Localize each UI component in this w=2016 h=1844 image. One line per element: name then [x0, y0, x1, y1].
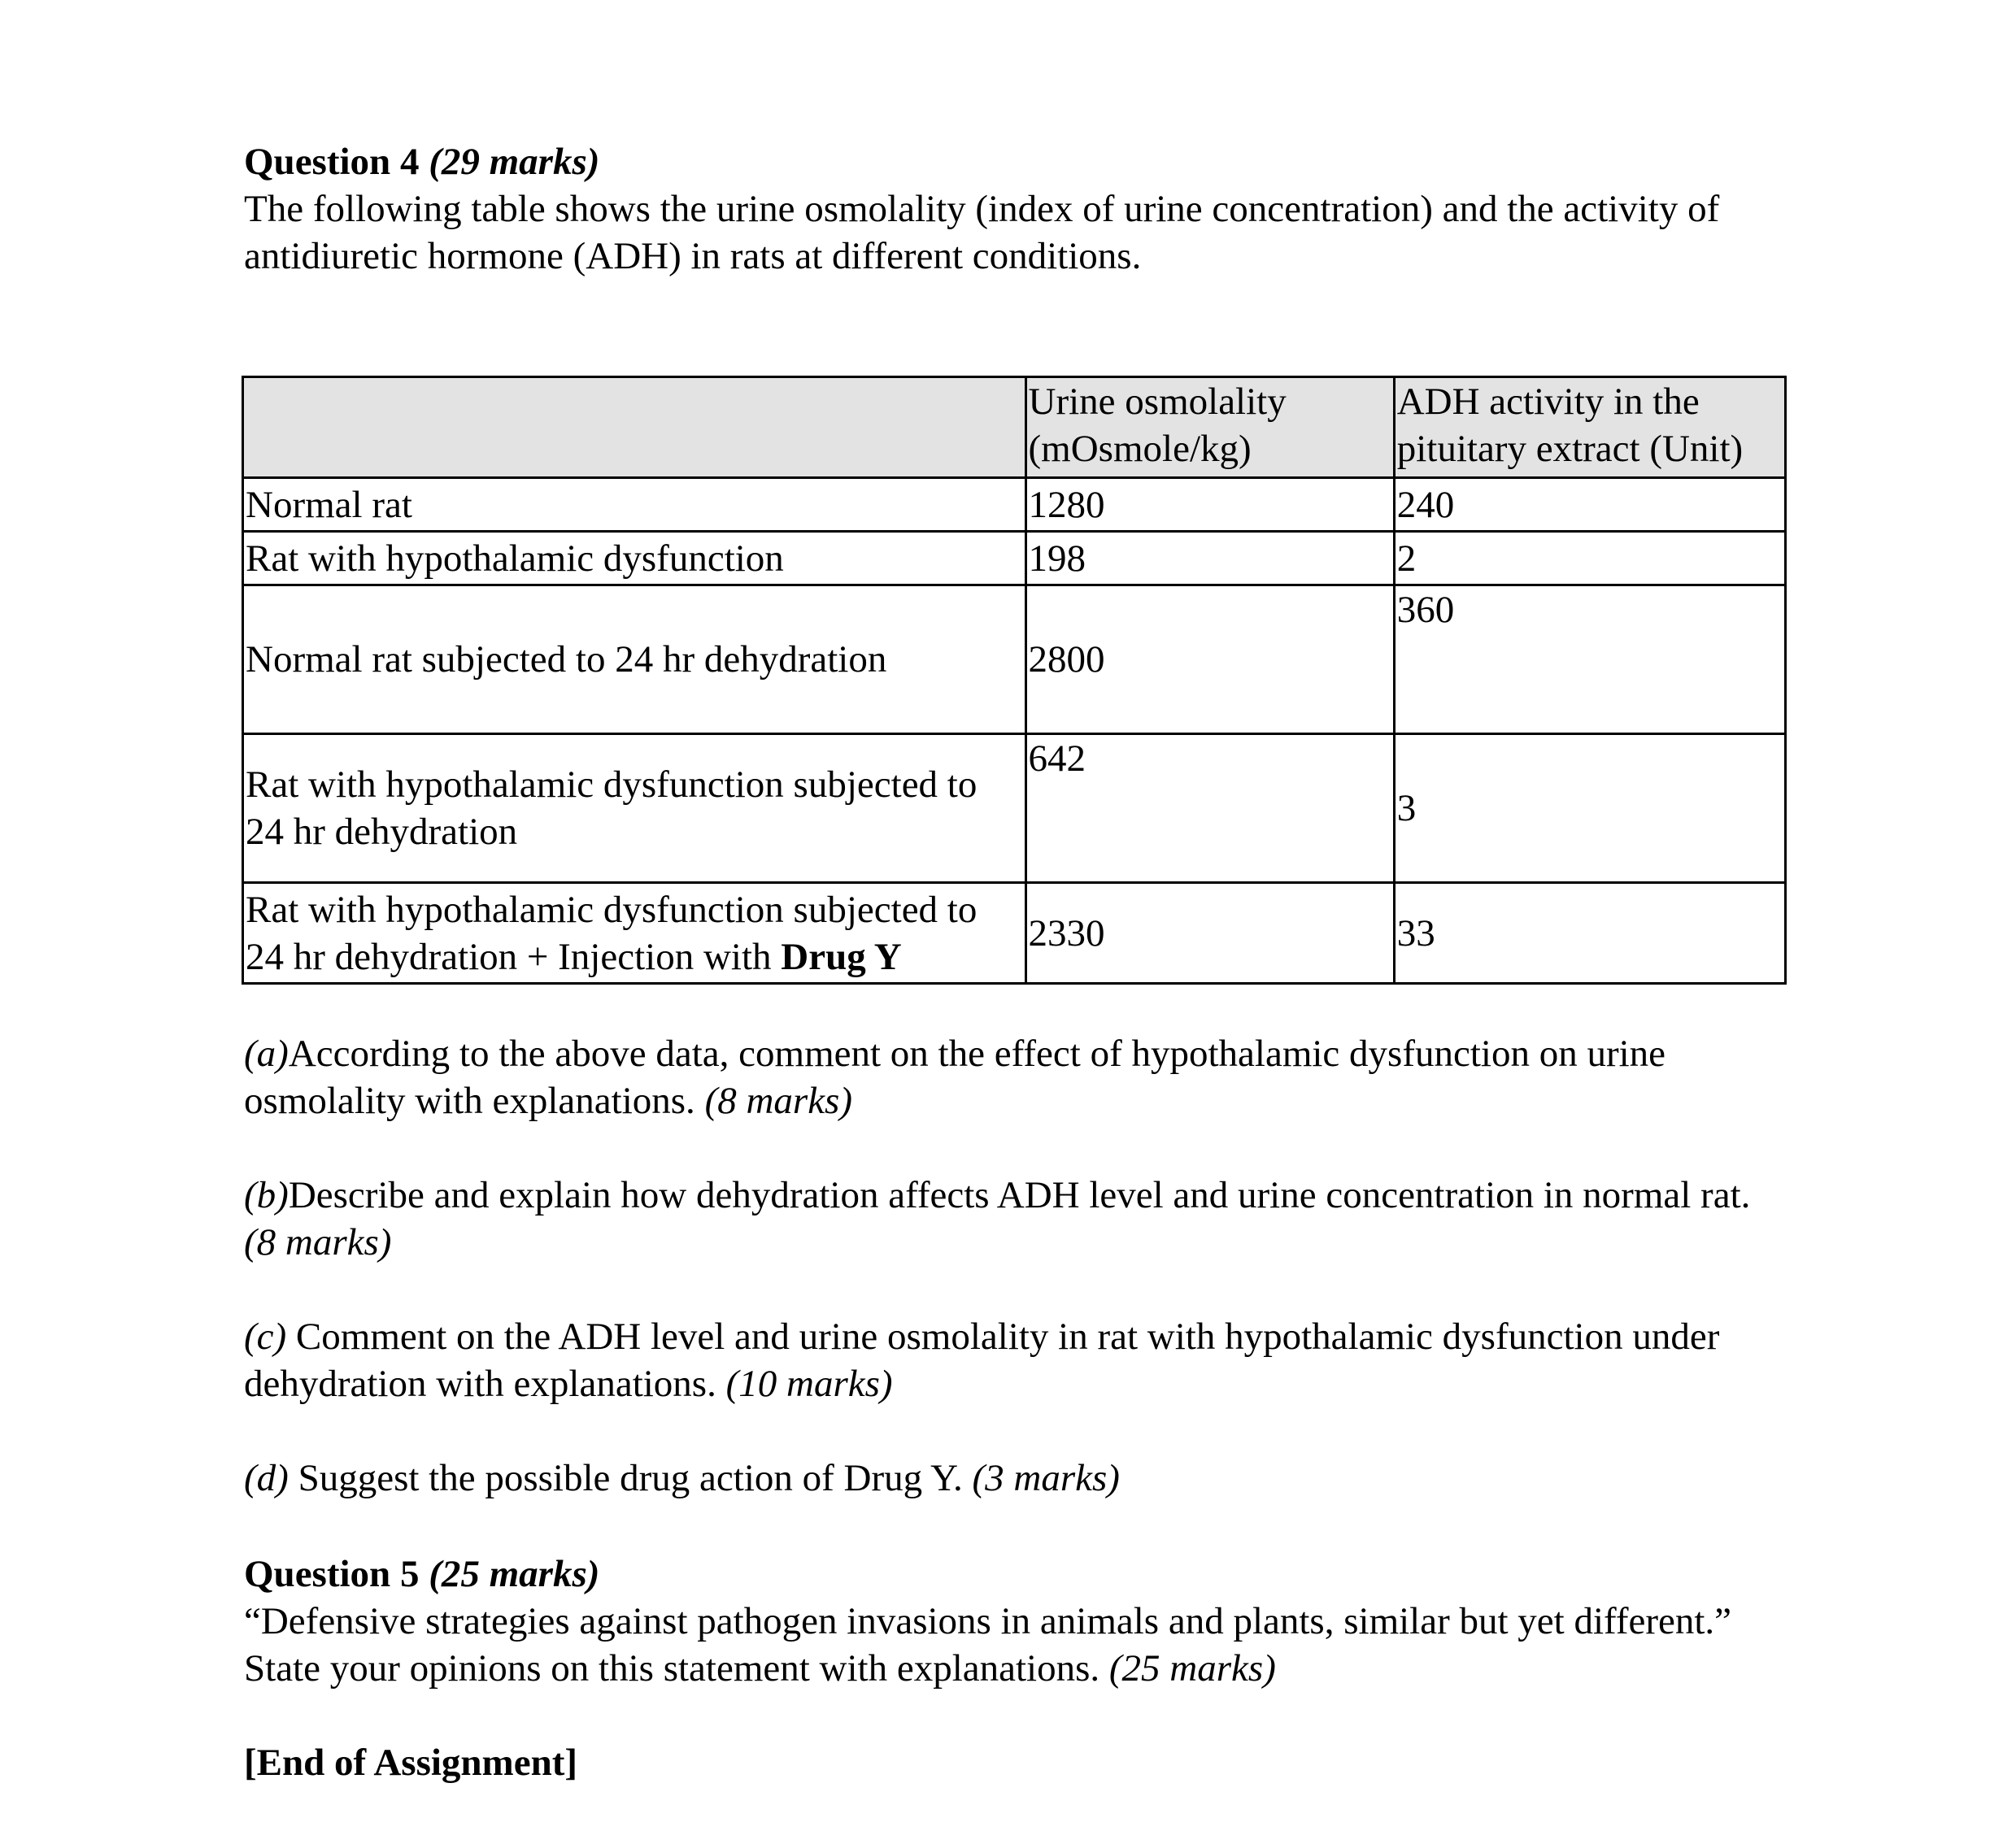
condition-cell: Rat with hypothalamic dysfunction [243, 532, 1026, 585]
part-b [244, 1172, 1789, 1266]
question-5-heading [244, 1550, 1789, 1598]
table-row [243, 532, 1786, 585]
part-marks: (8 marks) [244, 1221, 392, 1263]
adh-cell: 240 [1394, 478, 1785, 532]
table-row [243, 734, 1786, 883]
table-header-row [243, 377, 1786, 478]
condition-cell [243, 883, 1026, 984]
part-marks: (3 marks) [972, 1457, 1120, 1499]
adh-cell: 360 [1394, 585, 1785, 734]
table-row [243, 478, 1786, 532]
part-label: (a) [244, 1033, 289, 1075]
table-row [243, 585, 1786, 734]
osmolality-cell: 198 [1025, 532, 1394, 585]
part-a [244, 1030, 1789, 1124]
data-table [242, 376, 1787, 985]
question-4-section [244, 138, 1789, 280]
osmolality-cell: 1280 [1025, 478, 1394, 532]
part-text: Comment on the ADH level and urine osmolality in rat with hypothalamic dysfunction under dehydration with explanations. [244, 1316, 1720, 1405]
condition-cell: Rat with hypothalamic dysfunction subjected to 24 hr dehydration [243, 734, 1026, 883]
adh-cell: 33 [1394, 883, 1785, 984]
table-header-osmolality: Urine osmolality (mOsmole/kg) [1025, 377, 1394, 478]
question-5-text-marks: (25 marks) [1108, 1647, 1276, 1690]
drug-y-label: Drug Y [781, 935, 902, 978]
question-5-body: “Defensive strategies against pathogen invasions in animals and plants, similar but yet different.” State your opinions on this statement with explanations. [244, 1600, 1732, 1690]
question-4-parts [244, 1030, 1789, 1549]
question-4-heading [244, 138, 1789, 185]
part-d [244, 1455, 1789, 1502]
adh-cell: 3 [1394, 734, 1785, 883]
table-header-adh: ADH activity in the pituitary extract (Unit) [1394, 377, 1785, 478]
end-of-assignment: [End of Assignment] [244, 1742, 578, 1784]
condition-cell: Normal rat [243, 478, 1026, 532]
part-label: (b) [244, 1174, 289, 1216]
table-header-empty [243, 377, 1026, 478]
question-4-title: Question 4 [244, 141, 420, 183]
part-marks: (8 marks) [704, 1080, 852, 1122]
osmolality-cell: 642 [1025, 734, 1394, 883]
osmolality-cell: 2800 [1025, 585, 1394, 734]
part-label: (c) [244, 1316, 287, 1358]
condition-prefix: Rat with hypothalamic dysfunction subjected to 24 hr dehydration + Injection with [246, 888, 978, 978]
part-marks: (10 marks) [725, 1363, 893, 1405]
adh-cell: 2 [1394, 532, 1785, 585]
osmolality-cell: 2330 [1025, 883, 1394, 984]
part-text: Suggest the possible drug action of Drug Y. [288, 1457, 963, 1499]
part-text: Describe and explain how dehydration affects ADH level and urine concentration in normal rat. [288, 1174, 1751, 1216]
question-5-marks: (25 marks) [429, 1553, 600, 1595]
condition-cell: Normal rat subjected to 24 hr dehydration [243, 585, 1026, 734]
question-5-title: Question 5 [244, 1553, 420, 1595]
question-4-intro: The following table shows the urine osmolality (index of urine concentration) and the activity of antidiuretic hormone (ADH) in rats at different conditions. [244, 188, 1720, 277]
question-5-section [244, 1550, 1789, 1692]
question-4-marks: (29 marks) [429, 141, 600, 183]
question-5-text [244, 1598, 1789, 1692]
table-row [243, 883, 1786, 984]
part-text: According to the above data, comment on the effect of hypothalamic dysfunction on urine osmolality with explanations. [244, 1033, 1666, 1122]
part-c [244, 1313, 1789, 1407]
part-label: (d) [244, 1457, 289, 1499]
